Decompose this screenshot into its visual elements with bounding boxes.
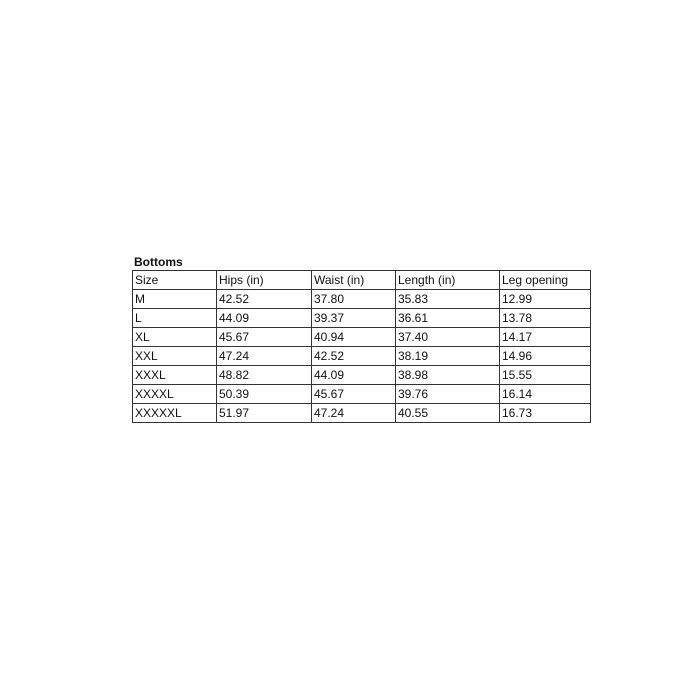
size-cell: XXL	[133, 347, 217, 366]
leg-opening-cell: 13.78	[500, 309, 591, 328]
hips-cell: 42.52	[217, 290, 312, 309]
length-cell: 36.61	[396, 309, 500, 328]
hips-cell: 45.67	[217, 328, 312, 347]
size-cell: XXXXXL	[133, 404, 217, 423]
waist-cell: 42.52	[312, 347, 396, 366]
leg-opening-cell: 15.55	[500, 366, 591, 385]
waist-cell: 44.09	[312, 366, 396, 385]
waist-cell: 45.67	[312, 385, 396, 404]
header-cell: Waist (in)	[312, 271, 396, 290]
leg-opening-cell: 14.17	[500, 328, 591, 347]
table-row	[133, 347, 591, 366]
hips-cell: 44.09	[217, 309, 312, 328]
leg-opening-cell: 16.73	[500, 404, 591, 423]
table-title: Bottoms	[134, 255, 183, 269]
waist-cell: 37.80	[312, 290, 396, 309]
length-cell: 38.19	[396, 347, 500, 366]
header-cell: Size	[133, 271, 217, 290]
header-cell: Leg opening	[500, 271, 591, 290]
length-cell: 35.83	[396, 290, 500, 309]
hips-cell: 50.39	[217, 385, 312, 404]
table-row	[133, 328, 591, 347]
length-cell: 37.40	[396, 328, 500, 347]
leg-opening-cell: 14.96	[500, 347, 591, 366]
size-cell: XXXXL	[133, 385, 217, 404]
header-cell: Hips (in)	[217, 271, 312, 290]
size-table	[132, 270, 591, 423]
length-cell: 38.98	[396, 366, 500, 385]
hips-cell: 48.82	[217, 366, 312, 385]
table-row	[133, 385, 591, 404]
table-row	[133, 290, 591, 309]
length-cell: 40.55	[396, 404, 500, 423]
leg-opening-cell: 16.14	[500, 385, 591, 404]
size-cell: M	[133, 290, 217, 309]
size-chart	[132, 254, 591, 423]
hips-cell: 47.24	[217, 347, 312, 366]
leg-opening-cell: 12.99	[500, 290, 591, 309]
table-row	[133, 404, 591, 423]
size-cell: L	[133, 309, 217, 328]
header-row	[133, 271, 591, 290]
waist-cell: 40.94	[312, 328, 396, 347]
length-cell: 39.76	[396, 385, 500, 404]
hips-cell: 51.97	[217, 404, 312, 423]
size-cell: XL	[133, 328, 217, 347]
waist-cell: 39.37	[312, 309, 396, 328]
table-row	[133, 309, 591, 328]
size-cell: XXXL	[133, 366, 217, 385]
header-cell: Length (in)	[396, 271, 500, 290]
waist-cell: 47.24	[312, 404, 396, 423]
table-row	[133, 366, 591, 385]
